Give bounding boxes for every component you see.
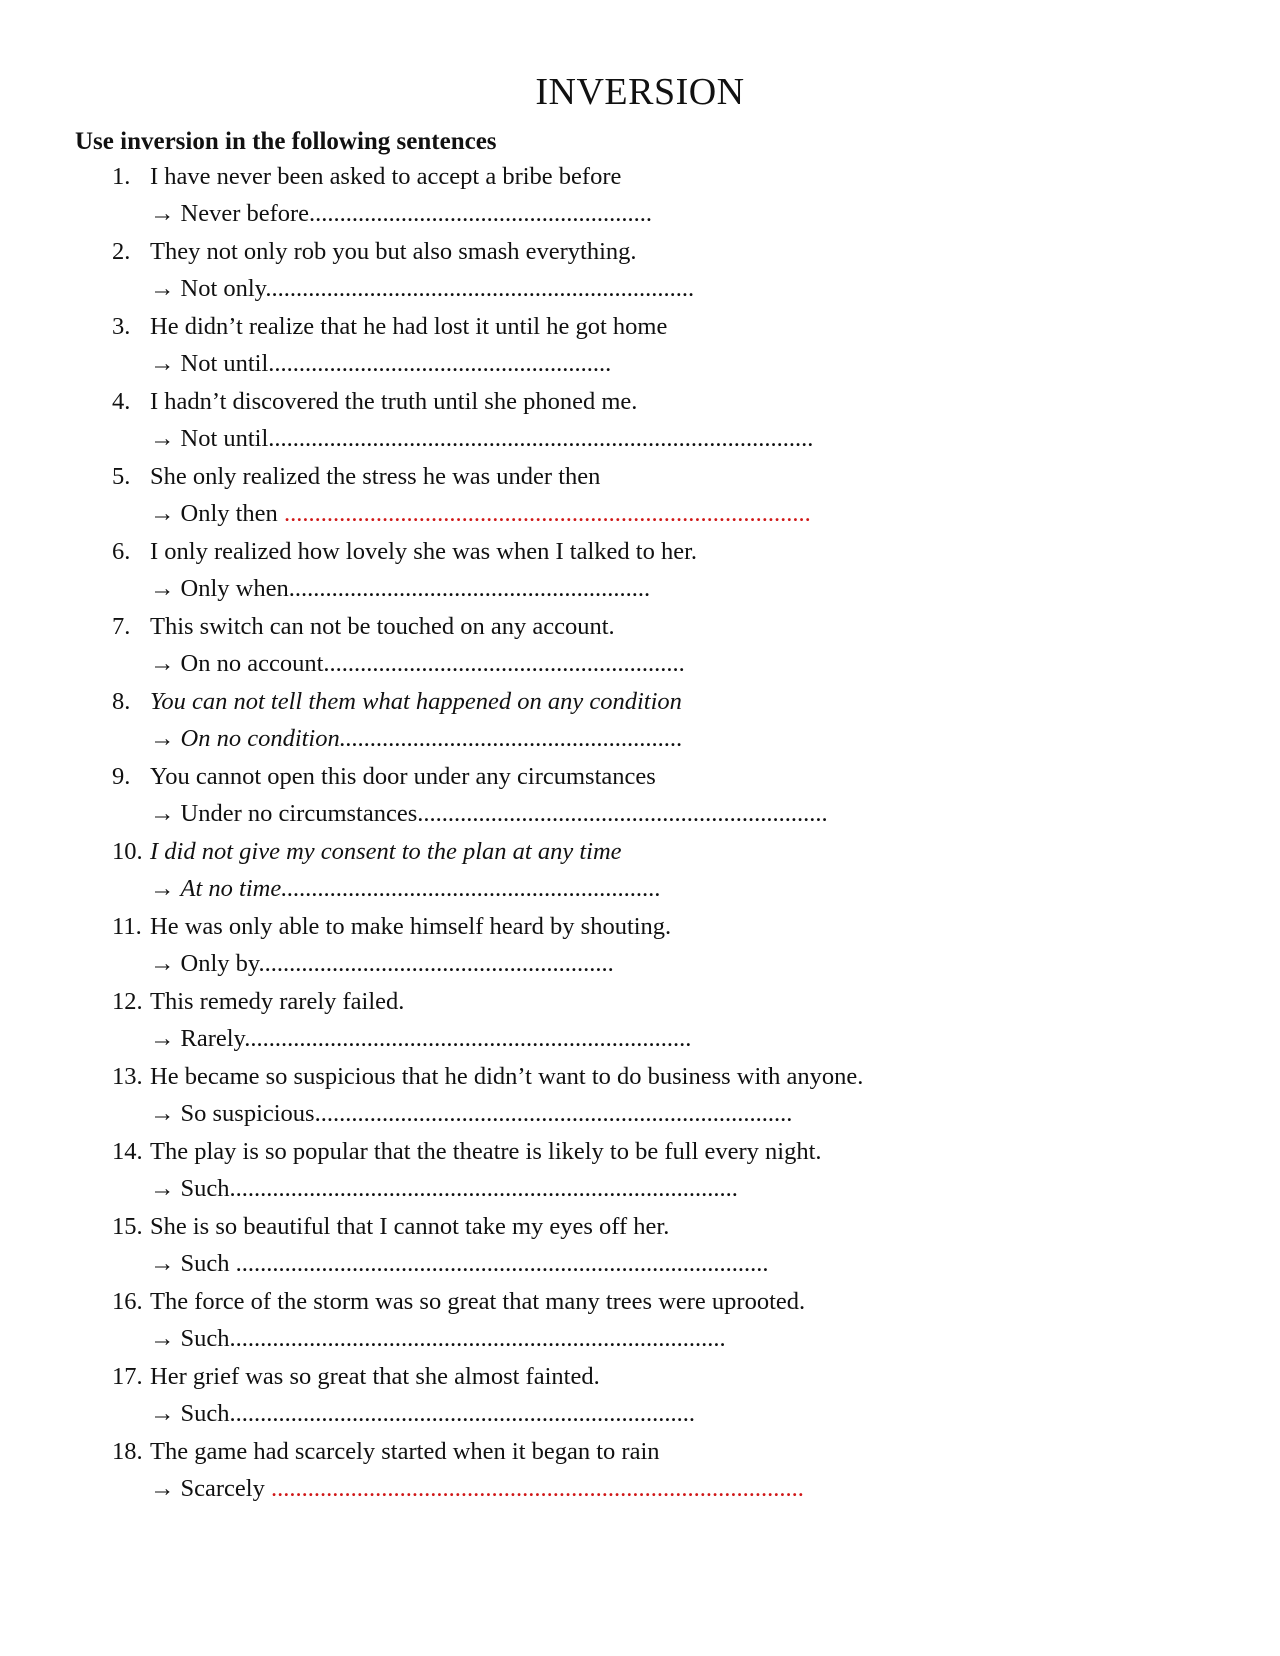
answer-line [150, 1025, 691, 1053]
answer-blank[interactable]: ................................................................................. [229, 1325, 726, 1352]
answer-prompt: Such [180, 1250, 230, 1277]
answer-blank[interactable]: .......................................................... [258, 950, 614, 977]
answer-blank[interactable]: ................................................................... [417, 800, 828, 827]
original-sentence: I did not give my consent to the plan at any time [150, 838, 622, 865]
original-sentence: This switch can not be touched on any account. [150, 613, 615, 640]
original-sentence: You can not tell them what happened on any condition [150, 688, 682, 715]
item-number: 15. [112, 1213, 143, 1240]
answer-prompt: On no condition [180, 725, 340, 752]
original-sentence: The play is so popular that the theatre is likely to be full every night. [150, 1138, 822, 1165]
answer-prompt: Not only [180, 275, 266, 302]
item-number: 6. [112, 538, 131, 565]
arrow-icon: → [150, 1475, 175, 1502]
arrow-icon: → [150, 1175, 175, 1202]
answer-prompt: Never before [180, 200, 310, 227]
original-sentence: He was only able to make himself heard by shouting. [150, 913, 672, 940]
answer-prompt: Rarely [180, 1025, 245, 1052]
answer-blank[interactable]: ......................................................................................... [268, 425, 814, 452]
arrow-icon: → [150, 800, 175, 827]
item-number: 10. [112, 838, 143, 865]
answer-prompt: Under no circumstances [180, 800, 418, 827]
answer-blank[interactable]: ............................................................................ [229, 1400, 695, 1427]
item-number: 7. [112, 613, 131, 640]
answer-line [150, 1100, 792, 1128]
item-number: 5. [112, 463, 131, 490]
answer-blank[interactable]: .............................................................................. [314, 1100, 793, 1127]
original-sentence: He became so suspicious that he didn’t want to do business with anyone. [150, 1063, 864, 1090]
answer-line [150, 500, 811, 528]
answer-prompt: Scarcely [180, 1475, 265, 1502]
page-title: INVERSION [535, 71, 745, 113]
original-sentence: This remedy rarely failed. [150, 988, 405, 1015]
arrow-icon: → [150, 500, 175, 527]
item-number: 17. [112, 1363, 143, 1390]
arrow-icon: → [150, 350, 175, 377]
answer-line [150, 1250, 769, 1278]
answer-blank[interactable]: ......................................................................... [244, 1025, 692, 1052]
arrow-icon: → [150, 1400, 175, 1427]
answer-prompt: On no account [180, 650, 324, 677]
answer-blank[interactable]: ........................................................ [339, 725, 683, 752]
item-number: 14. [112, 1138, 143, 1165]
item-number: 11. [112, 913, 142, 940]
original-sentence: The force of the storm was so great that many trees were uprooted. [150, 1288, 806, 1315]
answer-line [150, 200, 652, 228]
answer-prompt: Only when [180, 575, 289, 602]
answer-line [150, 350, 611, 378]
original-sentence: She is so beautiful that I cannot take my eyes off her. [150, 1213, 670, 1240]
original-sentence: I hadn’t discovered the truth until she phoned me. [150, 388, 638, 415]
answer-blank[interactable]: .............................................................. [281, 875, 661, 902]
answer-blank[interactable]: ................................................................................... [229, 1175, 738, 1202]
arrow-icon: → [150, 1325, 175, 1352]
answer-line [150, 650, 685, 678]
answer-prompt: Such [180, 1400, 230, 1427]
arrow-icon: → [150, 650, 175, 677]
answer-blank[interactable]: ...................................................................................... [277, 500, 811, 527]
original-sentence: You cannot open this door under any circumstances [150, 763, 656, 790]
arrow-icon: → [150, 425, 175, 452]
original-sentence: Her grief was so great that she almost fainted. [150, 1363, 600, 1390]
item-number: 16. [112, 1288, 143, 1315]
item-number: 4. [112, 388, 131, 415]
original-sentence: I have never been asked to accept a bribe before [150, 163, 622, 190]
answer-line [150, 1400, 695, 1428]
answer-blank[interactable]: ....................................................................................... [229, 1250, 769, 1277]
arrow-icon: → [150, 1025, 175, 1052]
item-number: 18. [112, 1438, 143, 1465]
original-sentence: She only realized the stress he was under then [150, 463, 601, 490]
answer-blank[interactable]: ........................................................ [268, 350, 612, 377]
answer-blank[interactable]: ....................................................................................... [264, 1475, 804, 1502]
item-number: 12. [112, 988, 143, 1015]
answer-prompt: Such [180, 1325, 230, 1352]
answer-blank[interactable]: ........................................................... [323, 650, 685, 677]
original-sentence: The game had scarcely started when it began to rain [150, 1438, 660, 1465]
arrow-icon: → [150, 200, 175, 227]
answer-line [150, 1175, 738, 1203]
original-sentence: I only realized how lovely she was when I talked to her. [150, 538, 698, 565]
answer-prompt: Only by [180, 950, 259, 977]
answer-blank[interactable]: ........................................................... [288, 575, 651, 602]
answer-line [150, 950, 614, 978]
answer-prompt: Only then [180, 500, 278, 527]
answer-blank[interactable]: ........................................................ [309, 200, 653, 227]
item-number: 1. [112, 163, 131, 190]
arrow-icon: → [150, 575, 175, 602]
answer-prompt: At no time [180, 875, 282, 902]
arrow-icon: → [150, 1100, 175, 1127]
answer-line [150, 275, 694, 303]
original-sentence: He didn’t realize that he had lost it until he got home [150, 313, 668, 340]
arrow-icon: → [150, 275, 175, 302]
answer-prompt: Not until [180, 350, 269, 377]
answer-line [150, 425, 813, 453]
answer-line [150, 800, 828, 828]
item-number: 13. [112, 1063, 143, 1090]
instruction-heading: Use inversion in the following sentences [75, 128, 497, 155]
item-number: 8. [112, 688, 131, 715]
answer-blank[interactable]: ...................................................................... [265, 275, 695, 302]
answer-prompt: Such [180, 1175, 230, 1202]
answer-line [150, 875, 661, 903]
arrow-icon: → [150, 875, 175, 902]
item-number: 2. [112, 238, 131, 265]
answer-line [150, 1325, 726, 1353]
item-number: 3. [112, 313, 131, 340]
answer-line [150, 575, 650, 603]
arrow-icon: → [150, 725, 175, 752]
arrow-icon: → [150, 1250, 175, 1277]
item-number: 9. [112, 763, 131, 790]
answer-prompt: Not until [180, 425, 269, 452]
answer-line [150, 1475, 804, 1503]
answer-prompt: So suspicious [180, 1100, 315, 1127]
arrow-icon: → [150, 950, 175, 977]
answer-line [150, 725, 683, 753]
original-sentence: They not only rob you but also smash everything. [150, 238, 637, 265]
